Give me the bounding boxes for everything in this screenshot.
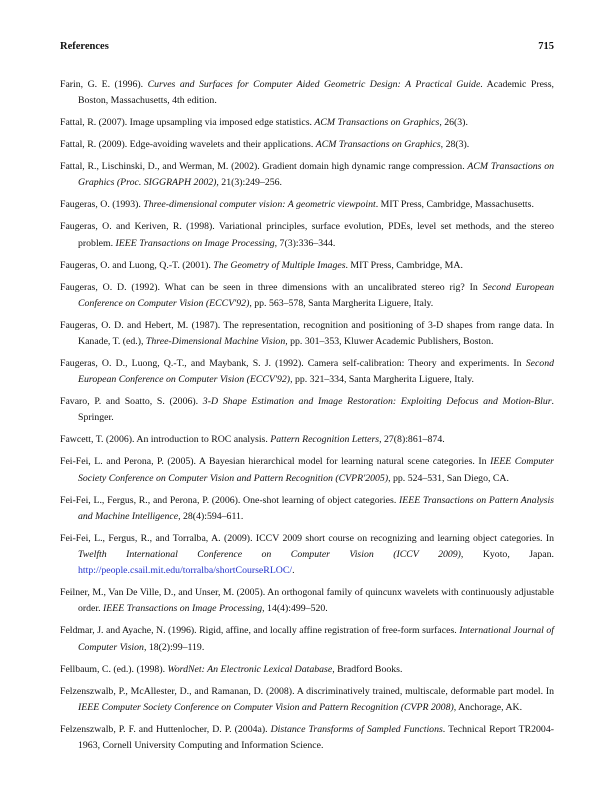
reference-details: , 26(3).: [439, 117, 468, 129]
reference-details: , 27(8):861–874.: [379, 434, 445, 446]
reference-text: Fellbaum, C. (ed.). (1998).: [60, 663, 168, 675]
reference-text: Fattal, R. (2007). Image upsampling via imposed edge statistics.: [60, 117, 315, 129]
reference-venue: IEEE Computer Society Conference on Computer Vision and Pattern Recognition (CVPR 2008): [78, 701, 454, 713]
reference-venue: WordNet: An Electronic Lexical Database: [167, 663, 333, 675]
reference-text: Faugeras, O. D. (1992). What can be seen in three dimensions with an uncalibrated stereo rig? In: [60, 281, 483, 293]
reference-details: , pp. 321–334, Santa Margherita Liguere, Italy.: [290, 374, 474, 386]
reference-entry: [60, 219, 554, 251]
reference-entry: [60, 77, 554, 109]
reference-text: Feldmar, J. and Ayache, N. (1996). Rigid, affine, and locally affine registration of free-form surfaces.: [60, 625, 460, 637]
reference-venue: IEEE Computer Society Conference on Computer Vision and Pattern Recognition (CVPR'2005): [78, 456, 554, 484]
section-title: References: [60, 41, 109, 52]
reference-venue: IEEE Transactions on Pattern Analysis and Machine Intelligence: [78, 494, 554, 522]
reference-details: , pp. 524–531, San Diego, CA.: [388, 472, 509, 484]
reference-venue: International Journal of Computer Vision: [78, 625, 554, 653]
reference-text: Faugeras, O. (1993).: [60, 199, 144, 211]
reference-text: Fattal, R., Lischinski, D., and Werman, M. (2002). Gradient domain high dynamic range compression.: [60, 161, 468, 173]
reference-details: , Anchorage, AK.: [453, 701, 523, 713]
reference-details: , pp. 563–578, Santa Margherita Liguere, Italy.: [249, 297, 434, 309]
reference-entry: [60, 280, 554, 312]
reference-entry: [60, 258, 554, 274]
reference-text: Faugeras, O. D., Luong, Q.-T., and Maybank, S. J. (1992). Camera self-calibration: Theory and experiments. In: [60, 358, 526, 370]
reference-details: . MIT Press, Cambridge, MA.: [345, 259, 463, 271]
reference-details: . Springer.: [78, 396, 554, 424]
reference-text: Faugeras, O. and Keriven, R. (1998). Variational principles, surface evolution, PDEs, level set methods, and the stereo problem.: [60, 221, 554, 249]
reference-details: , Bradford Books.: [332, 663, 403, 675]
reference-text: Fawcett, T. (2006). An introduction to ROC analysis.: [60, 434, 271, 446]
reference-text: Fei-Fei, L., Fergus, R., and Perona, P. (2006). One-shot learning of object categories.: [60, 494, 399, 506]
reference-details: , 28(4):594–611.: [178, 510, 244, 522]
reference-entry: [60, 318, 554, 350]
reference-text: Feilner, M., Van De Ville, D., and Unser, M. (2005). An orthogonal family of quincunx wavelets with continuously adjustable order.: [60, 587, 554, 615]
page-number: 715: [538, 41, 554, 52]
reference-text: Fattal, R. (2009). Edge-avoiding wavelets and their applications.: [60, 139, 316, 151]
reference-details: , 28(3).: [440, 139, 470, 151]
reference-entry: [60, 531, 554, 580]
reference-venue: Distance Transforms of Sampled Functions: [270, 723, 443, 735]
reference-entry: [60, 493, 554, 525]
reference-details: . MIT Press, Cambridge, Massachusetts.: [375, 199, 534, 211]
reference-venue: 3-D Shape Estimation and Image Restoration: Exploiting Defocus and Motion-Blur: [202, 396, 552, 408]
reference-text: Fei-Fei, L., Fergus, R., and Torralba, A. (2009). ICCV 2009 short course on recognizing and learning object categories. In: [60, 532, 554, 544]
reference-entry: [60, 115, 554, 131]
reference-venue: Three-Dimensional Machine Vision: [145, 336, 286, 348]
reference-text: Faugeras, O. and Luong, Q.-T. (2001).: [60, 259, 214, 271]
reference-details: , 21(3):249–256.: [216, 177, 282, 189]
reference-venue: IEEE Transactions on Image Processing: [115, 237, 275, 249]
reference-entry: [60, 432, 554, 448]
reference-entry: [60, 623, 554, 655]
reference-details: , pp. 301–353, Kluwer Academic Publishers, Boston.: [285, 336, 494, 348]
reference-venue: Second European Conference on Computer Vision (ECCV'92): [78, 281, 554, 309]
reference-entry: [60, 137, 554, 153]
reference-venue: Second European Conference on Computer Vision (ECCV'92): [78, 358, 554, 386]
reference-venue: Pattern Recognition Letters: [270, 434, 380, 446]
reference-text: Felzenszwalb, P., McAllester, D., and Ramanan, D. (2008). A discriminatively trained, multiscale, deformable part model. In: [60, 685, 554, 697]
reference-text: Felzenszwalb, P. F. and Huttenlocher, D. P. (2004a).: [60, 723, 271, 735]
reference-details: , 14(4):499–520.: [262, 603, 328, 615]
reference-venue: IEEE Transactions on Image Processing: [103, 603, 263, 615]
reference-entry: [60, 662, 554, 678]
reference-text: Fei-Fei, L. and Perona, P. (2005). A Bayesian hierarchical model for learning natural scene categories. In: [60, 456, 491, 468]
reference-venue: ACM Transactions on Graphics: [315, 139, 441, 151]
reference-venue: Curves and Surfaces for Computer Aided Geometric Design: A Practical Guide: [147, 79, 481, 90]
reference-venue: ACM Transactions on Graphics: [314, 117, 440, 129]
reference-venue: Three-dimensional computer vision: A geometric viewpoint: [143, 199, 376, 211]
reference-details: , 18(2):99–119.: [143, 641, 205, 653]
reference-entry: [60, 454, 554, 486]
running-header: [60, 41, 554, 52]
reference-details: , 7(3):336–344.: [274, 237, 336, 249]
reference-venue: The Geometry of Multiple Images: [213, 259, 346, 271]
reference-details: . Academic Press, Boston, Massachusetts, 4th edition.: [78, 79, 555, 107]
reference-entry: [60, 197, 554, 213]
reference-text: Farin, G. E. (1996).: [60, 79, 148, 90]
reference-details: . Technical Report TR2004-1963, Cornell University Computing and Information Science.: [78, 723, 554, 752]
reference-entry: [60, 684, 554, 716]
reference-text: Faugeras, O. D. and Hebert, M. (1987). The representation, recognition and positioning of 3-D shapes from range data. In Kanade, T. (ed.),: [60, 319, 554, 348]
reference-venue: Twelfth International Conference on Computer Vision (ICCV 2009): [78, 549, 461, 561]
reference-list: [60, 77, 554, 760]
reference-venue: ACM Transactions on Graphics (Proc. SIGGRAPH 2002): [78, 161, 554, 189]
reference-entry: [60, 585, 554, 617]
reference-entry: [60, 722, 554, 754]
reference-details: , Kyoto, Japan.: [460, 549, 554, 561]
reference-entry: [60, 356, 554, 388]
reference-tail: .: [292, 565, 295, 577]
reference-entry: [60, 159, 554, 191]
reference-entry: [60, 394, 554, 426]
reference-url[interactable]: http://people.csail.mit.edu/torralba/shortCourseRLOC/: [78, 565, 293, 577]
reference-text: Favaro, P. and Soatto, S. (2006).: [60, 396, 203, 408]
